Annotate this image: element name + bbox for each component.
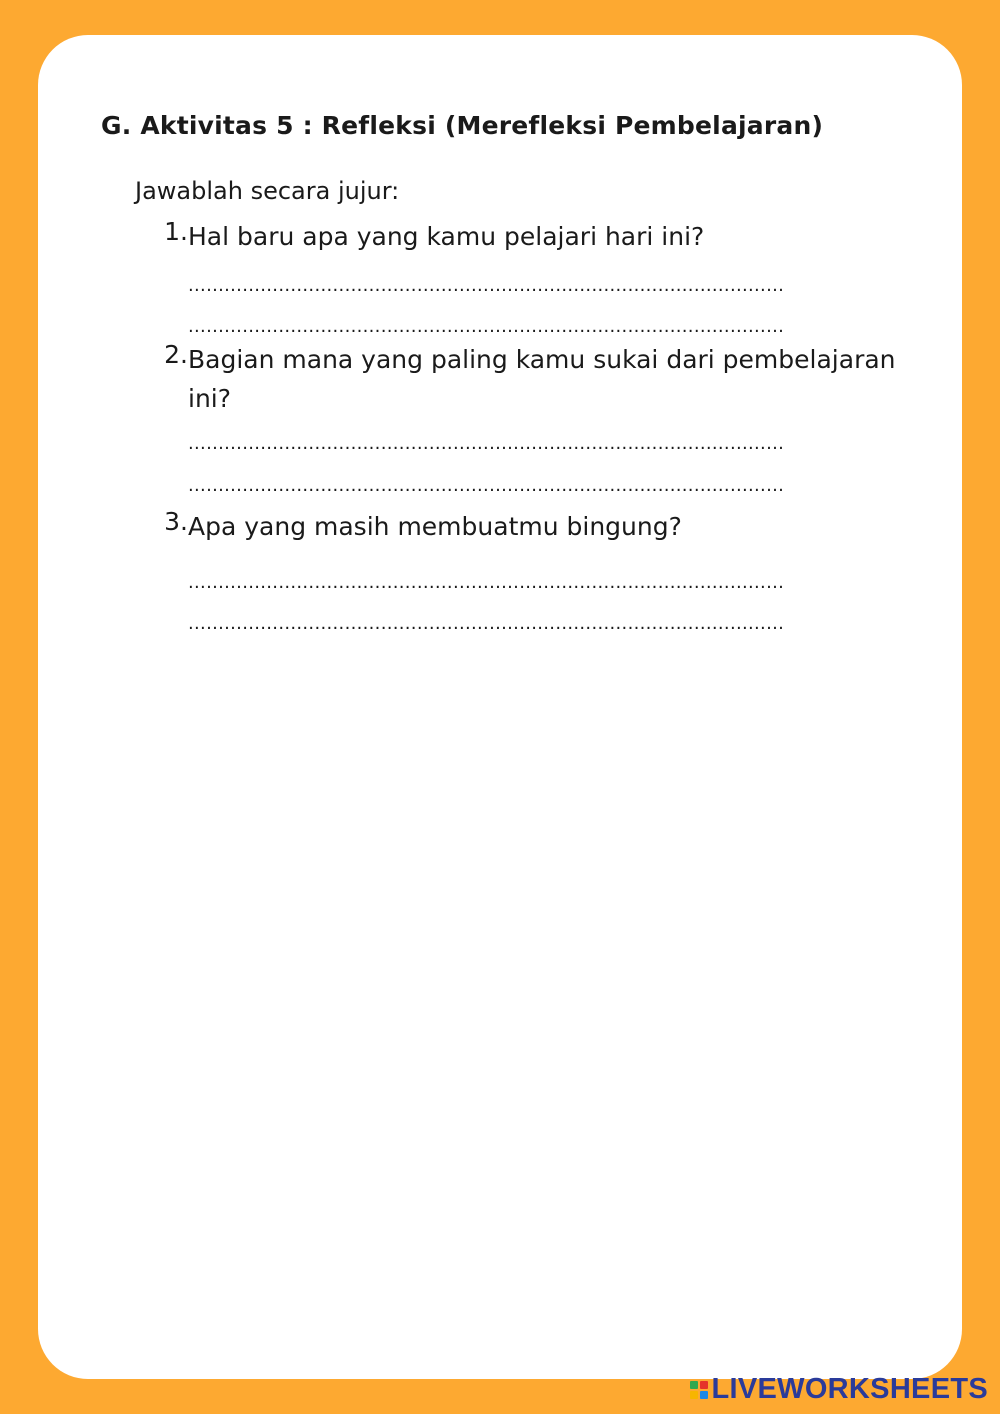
activity-heading: G. Aktivitas 5 : Refleksi (Merefleksi Pembelajaran) [101, 111, 824, 140]
question-2-text: Bagian mana yang paling kamu sukai dari pembelajaran ini? [188, 345, 896, 413]
question-3-number: 3. [164, 507, 188, 536]
liveworksheets-logo-icon [690, 1381, 708, 1399]
question-1-number: 1. [164, 217, 188, 246]
answer-1-line-1[interactable]: ................................................................................................... [188, 275, 785, 296]
answer-1-line-2[interactable]: ................................................................................................... [188, 316, 785, 337]
instructions-text: Jawablah secara jujur: [135, 177, 400, 205]
question-1-text: Hal baru apa yang kamu pelajari hari ini? [188, 222, 705, 251]
answer-3-line-1[interactable]: ................................................................................................... [188, 572, 785, 593]
liveworksheets-brand[interactable] [690, 1373, 989, 1406]
worksheet-page [38, 35, 962, 1379]
answer-2-line-2[interactable]: ................................................................................................... [188, 475, 785, 496]
liveworksheets-wordmark: LIVEWORKSHEETS [711, 1373, 988, 1405]
question-3-text: Apa yang masih membuatmu bingung? [188, 512, 682, 541]
answer-2-line-1[interactable]: ................................................................................................... [188, 433, 785, 454]
question-2-number: 2. [164, 340, 188, 369]
answer-3-line-2[interactable]: ................................................................................................... [188, 613, 785, 634]
